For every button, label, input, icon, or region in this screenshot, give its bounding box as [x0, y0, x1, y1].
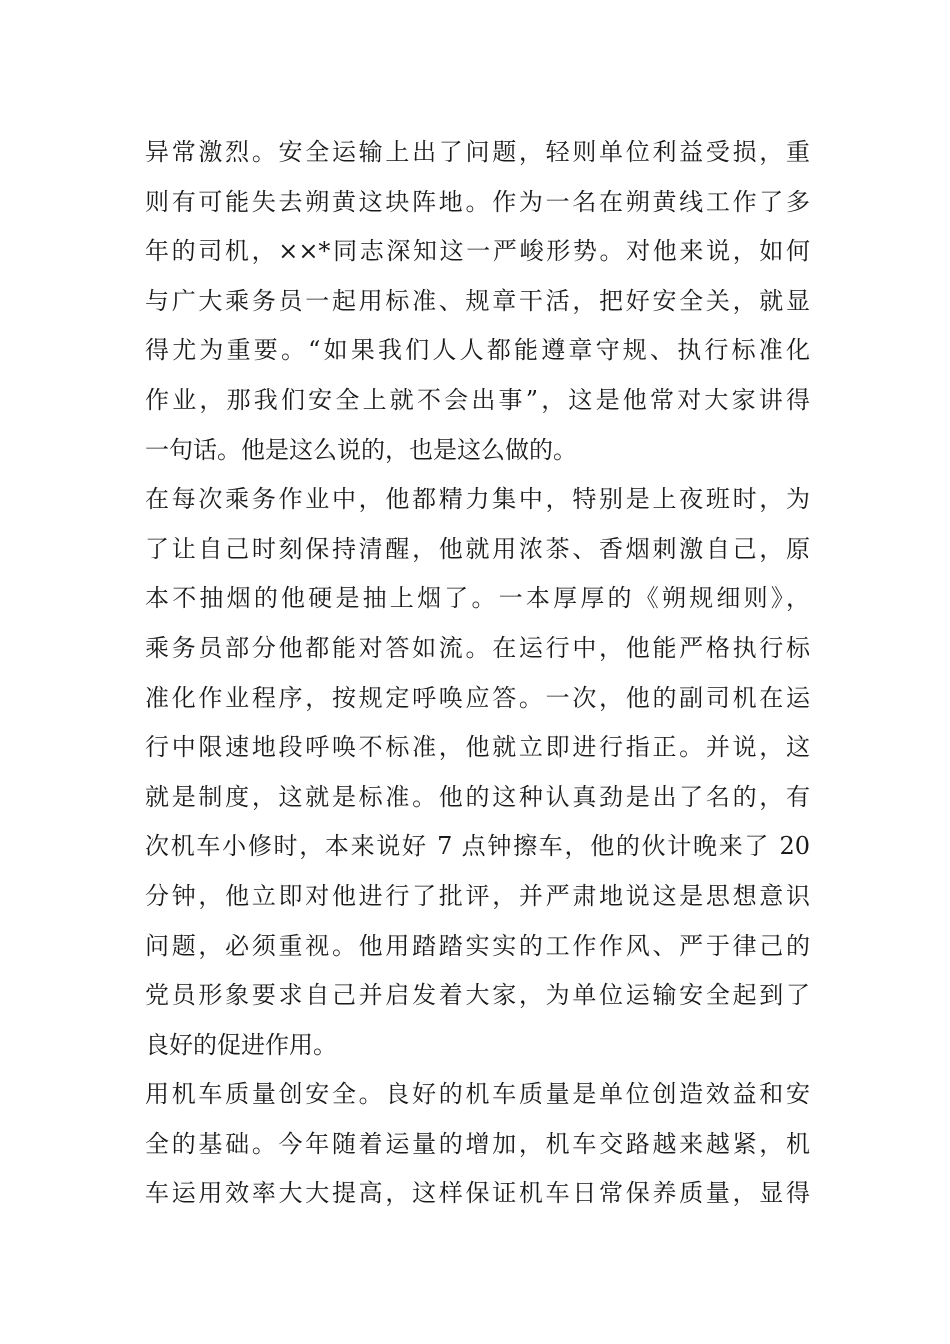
document-body	[145, 128, 810, 1219]
paragraph-3	[145, 1070, 810, 1219]
text-line: 本不抽烟的他硬是抽上烟了。一本厚厚的《朔规细则》，	[145, 584, 810, 613]
paragraph-1	[145, 128, 810, 475]
text-line: 全的基础。今年随着运量的增加，机车交路越来越紧，机	[145, 1129, 810, 1158]
paragraph-2	[145, 475, 810, 1070]
text-line: 异常激烈。安全运输上出了问题，轻则单位利益受损，重	[145, 138, 810, 166]
text-line: 车运用效率大大提高，这样保证机车日常保养质量，显得	[145, 1179, 810, 1208]
text-line: 就是制度，这就是标准。他的这种认真劲是出了名的，有	[145, 782, 810, 811]
text-line: 良好的促进作用。	[145, 1030, 337, 1059]
text-line: 则有可能失去朔黄这块阵地。作为一名在朔黄线工作了多	[145, 187, 810, 216]
text-line: 乘务员部分他都能对答如流。在运行中，他能严格执行标	[145, 633, 810, 662]
text-line: 问题，必须重视。他用踏踏实实的工作作风、严于律己的	[145, 931, 810, 960]
text-line: 行中限速地段呼唤不标准，他就立即进行指正。并说，这	[145, 733, 810, 762]
text-line: 次机车小修时，本来说好 7 点钟擦车，他的伙计晚来了 20	[145, 832, 810, 861]
text-line: 党员形象要求自己并启发着大家，为单位运输安全起到了	[145, 981, 810, 1010]
text-line: 用机车质量创安全。良好的机车质量是单位创造效益和安	[145, 1080, 810, 1109]
text-line: 了让自己时刻保持清醒，他就用浓茶、香烟刺激自己，原	[145, 534, 810, 563]
text-line: 在每次乘务作业中，他都精力集中，特别是上夜班时，为	[145, 485, 810, 514]
text-line: 分钟，他立即对他进行了批评，并严肃地说这是思想意识	[145, 881, 810, 910]
text-line: 与广大乘务员一起用标准、规章干活，把好安全关，就显	[145, 286, 810, 315]
text-line: 得尤为重要。“如果我们人人都能遵章守规、执行标准化	[145, 336, 810, 365]
text-line: 准化作业程序，按规定呼唤应答。一次，他的副司机在运	[145, 683, 810, 712]
text-line: 作业，那我们安全上就不会出事”，这是他常对大家讲得	[145, 385, 810, 414]
text-line: 年的司机，××*同志深知这一严峻形势。对他来说，如何	[145, 237, 810, 266]
text-line: 一句话。他是这么说的，也是这么做的。	[145, 435, 577, 464]
